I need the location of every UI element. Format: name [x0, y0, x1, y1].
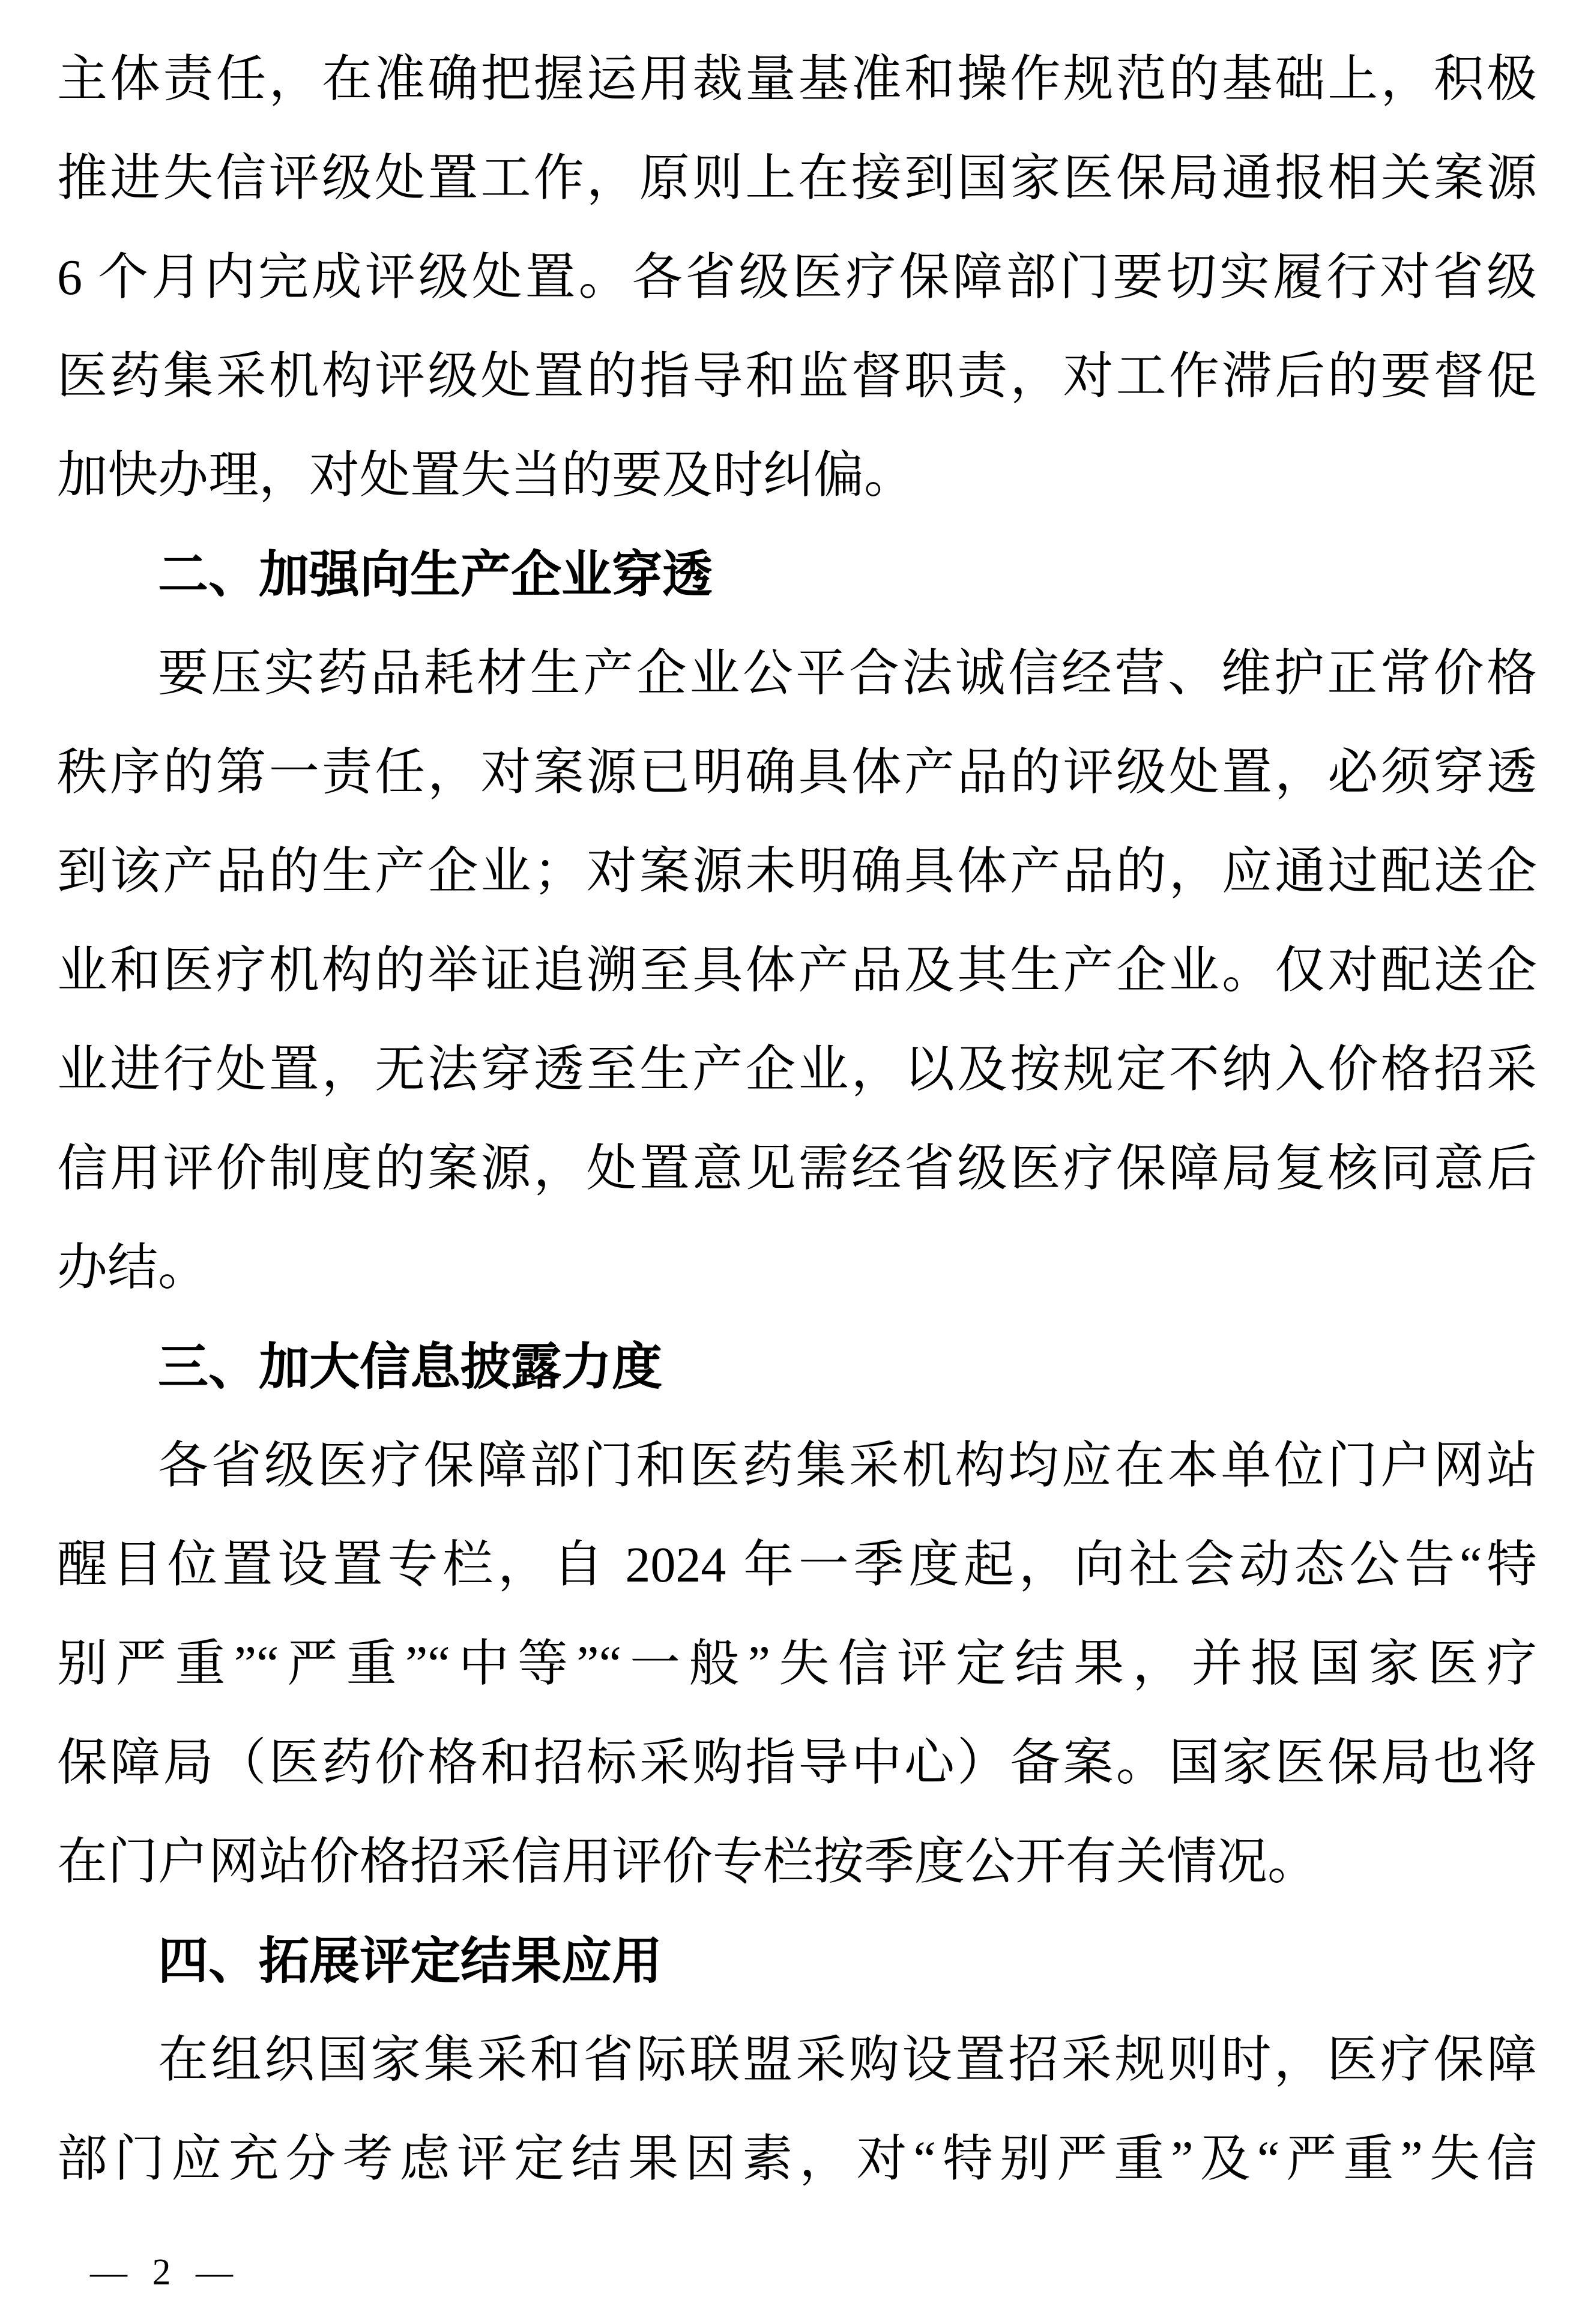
paragraph-line: 醒目位置设置专栏，自 2024 年一季度起，向社会动态公告“特 [57, 1537, 1537, 1593]
paragraph-line: 秩序的第一责任，对案源已明确具体产品的评级处置，必须穿透 [57, 745, 1537, 801]
page-number: — 2 — [90, 2252, 233, 2293]
paragraph-line: 部门应充分考虑评定结果因素，对“特别严重”及“严重”失信 [57, 2131, 1537, 2187]
section-heading-4: 四、拓展评定结果应用 [158, 1933, 663, 1989]
section-heading-2: 二、加强向生产企业穿透 [158, 546, 713, 603]
paragraph-line: 在组织国家集采和省际联盟采购设置招采规则时，医疗保障 [158, 2032, 1537, 2088]
paragraph-line: 到该产品的生产企业；对案源未明确具体产品的，应通过配送企 [57, 844, 1537, 900]
paragraph-line: 各省级医疗保障部门和医药集采机构均应在本单位门户网站 [158, 1438, 1537, 1494]
paragraph-line: 信用评价制度的案源，处置意见需经省级医疗保障局复核同意后 [57, 1141, 1537, 1197]
paragraph-line: 推进失信评级处置工作，原则上在接到国家医保局通报相关案源 [57, 151, 1537, 206]
paragraph-line: 业和医疗机构的举证追溯至具体产品及其生产企业。仅对配送企 [57, 943, 1537, 999]
paragraph-line: 加快办理，对处置失当的要及时纠偏。 [57, 448, 915, 504]
paragraph-line: 医药集采机构评级处置的指导和监督职责，对工作滞后的要督促 [57, 349, 1537, 405]
paragraph-line: 主体责任，在准确把握运用裁量基准和操作规范的基础上，积极 [57, 52, 1537, 107]
paragraph-line: 在门户网站价格招采信用评价专栏按季度公开有关情况。 [57, 1834, 1318, 1890]
paragraph-line: 保障局（医药价格和招标采购指导中心）备案。国家医保局也将 [57, 1735, 1537, 1791]
section-heading-3: 三、加大信息披露力度 [158, 1338, 663, 1395]
document-body [57, 30, 1537, 2209]
paragraph-line: 要压实药品耗材生产企业公平合法诚信经营、维护正常价格 [158, 646, 1537, 702]
paragraph-line: 6 个月内完成评级处置。各省级医疗保障部门要切实履行对省级 [57, 250, 1537, 306]
paragraph-line: 业进行处置，无法穿透至生产企业，以及按规定不纳入价格招采 [57, 1042, 1537, 1098]
paragraph-line: 办结。 [57, 1240, 209, 1296]
paragraph-line: 别严重”“严重”“中等”“一般”失信评定结果，并报国家医疗 [57, 1636, 1537, 1692]
